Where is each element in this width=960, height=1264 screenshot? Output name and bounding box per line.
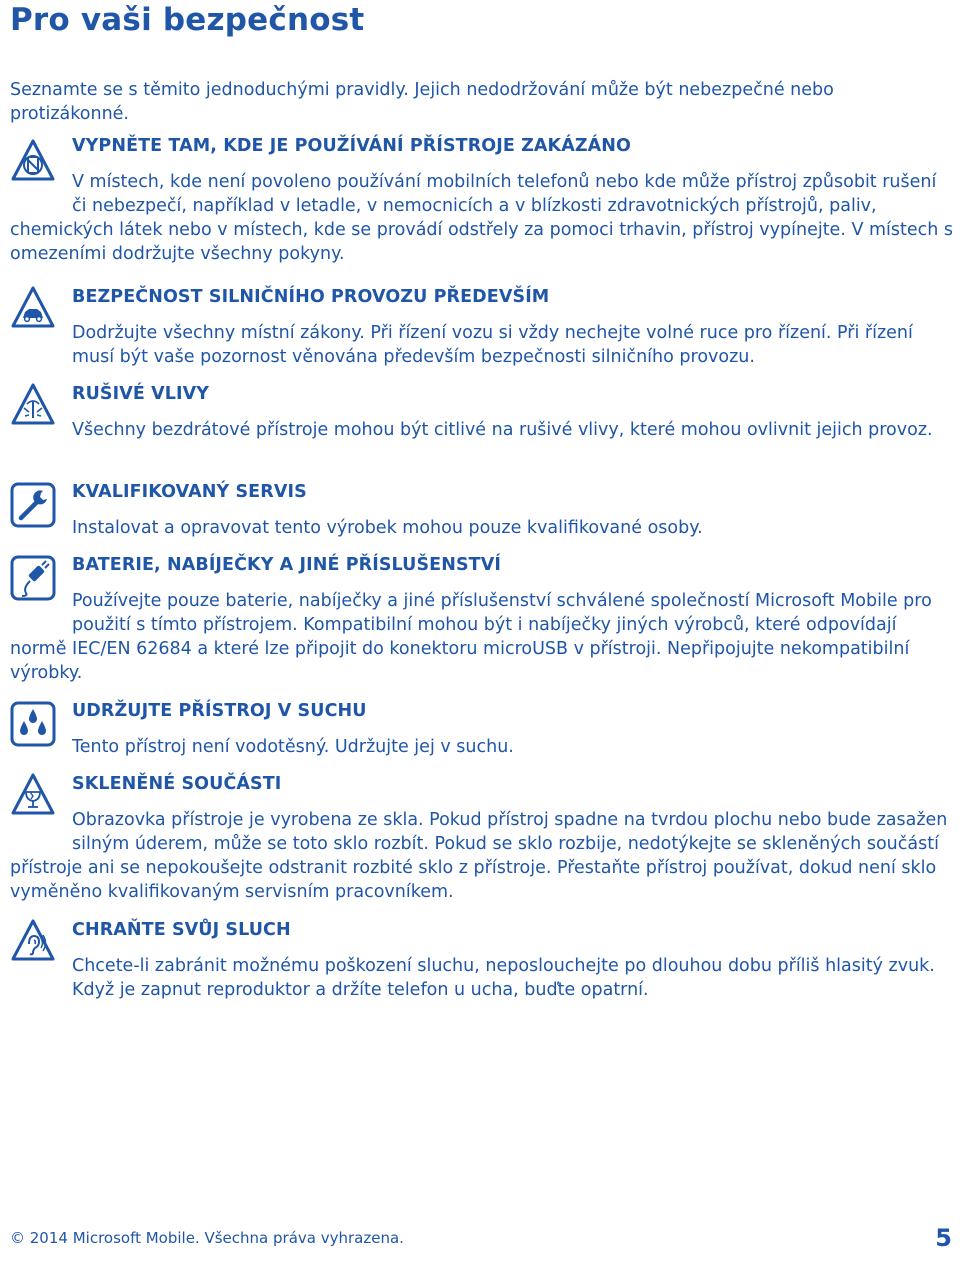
section-title: RUŠIVÉ VLIVY bbox=[72, 384, 210, 404]
section-title: CHRAŇTE SVŮJ SLUCH bbox=[72, 920, 291, 940]
page-number: 5 bbox=[935, 1224, 952, 1252]
wrench-icon bbox=[10, 482, 56, 528]
section-service bbox=[10, 480, 955, 564]
section-title: UDRŽUJTE PŘÍSTROJ V SUCHU bbox=[72, 701, 367, 721]
car-icon bbox=[10, 285, 56, 331]
section-keep-dry bbox=[10, 699, 955, 783]
section-body: Chcete-li zabránit možnému poškození sluchu, neposlouchejte po dlouhou dobu příliš hlasitý zvuk. Když je zapnut reproduktor a držíte telefon u ucha, buďte opatrní. bbox=[72, 956, 935, 1000]
ear-icon bbox=[10, 918, 56, 964]
section-title: BEZPEČNOST SILNIČNÍHO PROVOZU PŘEDEVŠÍM bbox=[72, 287, 550, 307]
section-body: Používejte pouze baterie, nabíječky a jiné příslušenství schválené společností Microsoft Mobile pro použití s tímto přístrojem. Kompatibilní mohou být i nabíječky jiných výrobců, které odpovídají normě IEC/EN 62684 a které lze připojit do konektoru microUSB v přístroji. Nepřipojujte nekompatibilní výrobky. bbox=[10, 591, 932, 683]
section-body: Instalovat a opravovat tento výrobek mohou pouze kvalifikované osoby. bbox=[72, 518, 703, 538]
footer-copyright: © 2014 Microsoft Mobile. Všechna práva vyhrazena. bbox=[10, 1229, 404, 1247]
section-body: Dodržujte všechny místní zákony. Při řízení vozu si vždy nechejte volné ruce pro řízení. Při řízení musí být vaše pozornost věnována především bezpečnosti silničního provozu. bbox=[72, 323, 913, 367]
interference-icon bbox=[10, 382, 56, 428]
section-glass bbox=[10, 772, 955, 904]
intro-text: Seznamte se s těmito jednoduchými pravidly. Jejich nedodržování může být nebezpečné nebo protizákonné. bbox=[10, 80, 834, 124]
section-road-safety bbox=[10, 285, 955, 369]
section-title: BATERIE, NABÍJEČKY A JINÉ PŘÍSLUŠENSTVÍ bbox=[72, 555, 501, 575]
section-body: Tento přístroj není vodotěsný. Udržujte jej v suchu. bbox=[72, 737, 514, 757]
charger-plug-icon bbox=[10, 555, 56, 601]
page-title: Pro vaši bezpečnost bbox=[10, 2, 365, 38]
section-hearing bbox=[10, 918, 955, 1002]
section-title: SKLENĚNÉ SOUČÁSTI bbox=[72, 774, 282, 794]
section-body: V místech, kde není povoleno používání mobilních telefonů nebo kde může přístroj způsobit rušení či nebezpečí, například v letadle, v nemocnicích a v blízkosti zdravotnických přístrojů, paliv, chemických látek nebo v místech, kde se provádí odstřely za pomoci trhavin, přístroj vypínejte. V místech s omezeními dodržujte všechny pokyny. bbox=[10, 172, 954, 264]
section-body: Všechny bezdrátové přístroje mohou být citlivé na rušivé vlivy, které mohou ovlivnit jejich provoz. bbox=[72, 420, 933, 440]
phone-prohibited-icon bbox=[10, 138, 56, 184]
broken-glass-icon bbox=[10, 772, 56, 818]
section-interference bbox=[10, 382, 955, 466]
section-body: Obrazovka přístroje je vyrobena ze skla. Pokud přístroj spadne na tvrdou plochu nebo bude zasažen silným úderem, může se toto sklo rozbít. Pokud se sklo rozbije, nedotýkejte se skleněných součástí přístroje ani se nepokoušejte odstranit rozbité sklo z přístroje. Přestaňte přístroj používat, dokud není sklo vyměněno kvalifikovaným servisním pracovníkem. bbox=[10, 810, 948, 902]
section-switch-off bbox=[10, 134, 955, 266]
water-drops-icon bbox=[10, 701, 56, 747]
section-title: KVALIFIKOVANÝ SERVIS bbox=[72, 482, 307, 502]
section-title: VYPNĚTE TAM, KDE JE POUŽÍVÁNÍ PŘÍSTROJE ZAKÁZÁNO bbox=[72, 136, 632, 156]
section-accessories bbox=[10, 553, 955, 685]
